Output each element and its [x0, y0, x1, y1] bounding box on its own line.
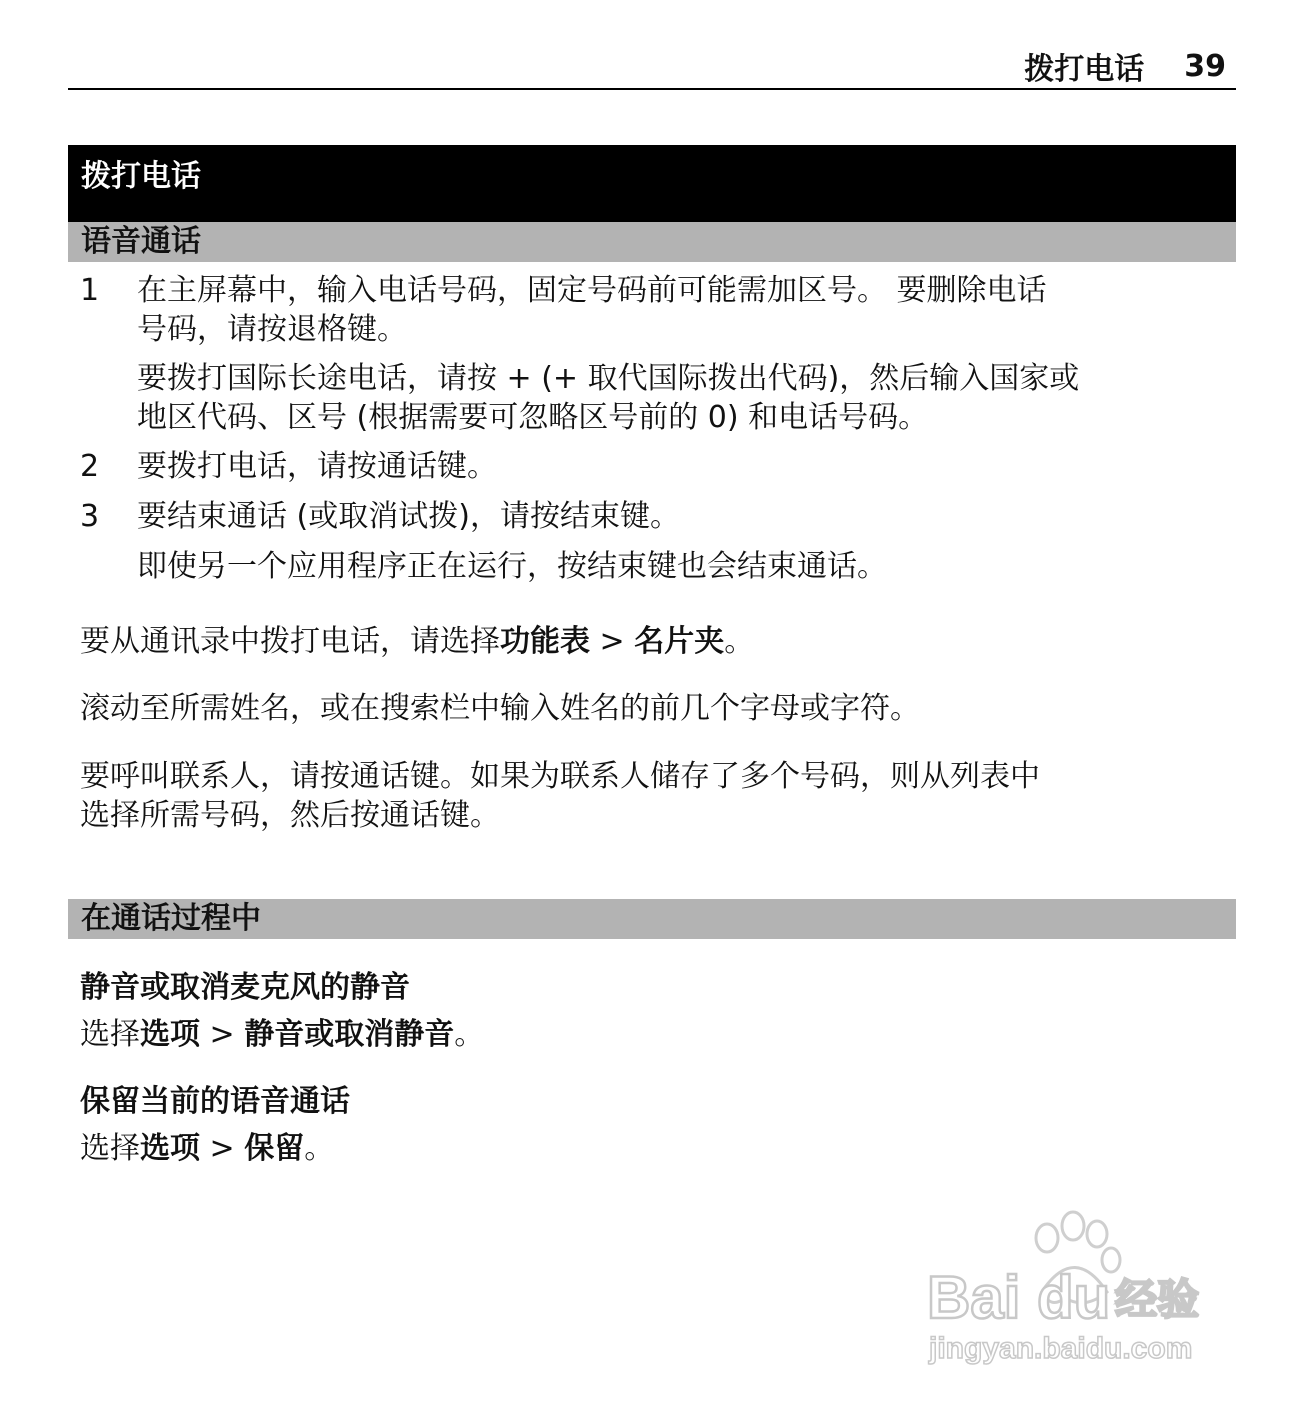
step-1 [80, 271, 1230, 351]
baidu-paw-logo-icon [925, 1200, 1225, 1370]
step-number: 3 [80, 499, 100, 534]
menu-path-separator: > [200, 1017, 245, 1052]
menu-path-options: 选项 [140, 1017, 200, 1052]
step-number: 2 [80, 449, 100, 484]
baidu-jingyan-watermark [925, 1200, 1225, 1370]
step-2 [80, 447, 1230, 487]
hold-instruction [80, 1129, 1230, 1168]
paragraph-line: 要呼叫联系人，请按通话键。如果为联系人储存了多个号码，则从列表中 [80, 759, 1040, 794]
menu-path-functions: 功能表 [500, 624, 590, 659]
step-body [137, 447, 1230, 486]
step-note-line: 即使另一个应用程序正在运行，按结束键也会结束通话。 [137, 549, 887, 584]
mute-title: 静音或取消麦克风的静音 [80, 970, 410, 1005]
step-3 [80, 497, 1230, 537]
step-text-line: 要结束通话 (或取消试拨)，请按结束键。 [137, 499, 680, 534]
instruction-text: 。 [454, 1017, 485, 1052]
running-header [68, 44, 1236, 90]
menu-path-mute: 静音或取消静音 [244, 1017, 455, 1052]
contacts-paragraph [80, 622, 1230, 661]
menu-path-separator: > [200, 1131, 245, 1166]
step-number: 1 [80, 273, 100, 308]
instruction-text: 。 [304, 1131, 335, 1166]
step-text-line: 号码，请按退格键。 [137, 312, 407, 347]
step-1-note [80, 359, 1230, 439]
section-heading-text: 语音通话 [81, 224, 201, 259]
scroll-paragraph: 滚动至所需姓名，或在搜索栏中输入姓名的前几个字母或字符。 [80, 691, 920, 726]
step-note-body [137, 359, 1230, 437]
watermark-brand-cjk: 经验 [1115, 1276, 1200, 1323]
chapter-title-bar [68, 145, 1236, 222]
instruction-text: 选择 [80, 1131, 140, 1166]
page-number: 39 [1184, 48, 1226, 84]
step-text-line: 在主屏幕中，输入电话号码，固定号码前可能需加区号。 要删除电话 [137, 273, 1047, 308]
menu-path-hold: 保留 [244, 1131, 305, 1166]
step-note-line: 要拨打国际长途电话，请按 + (+ 取代国际拨出代码)，然后输入国家或 [137, 361, 1080, 396]
section-heading-in-call [68, 899, 1236, 939]
mute-instruction [80, 1015, 1230, 1054]
menu-path-separator: > [590, 624, 635, 659]
menu-path-options: 选项 [140, 1131, 200, 1166]
paragraph-line: 选择所需号码，然后按通话键。 [80, 798, 500, 833]
watermark-brand-latin-2: du [1037, 1264, 1111, 1331]
step-body [137, 497, 1230, 536]
chapter-title: 拨打电话 [81, 159, 201, 194]
step-note-line: 地区代码、区号 (根据需要可忽略区号前的 0) 和电话号码。 [137, 400, 929, 435]
step-text-line: 要拨打电话，请按通话键。 [137, 449, 497, 484]
step-3-note [80, 547, 1230, 587]
section-heading-text: 在通话过程中 [81, 901, 261, 936]
header-section-title: 拨打电话 [1024, 52, 1145, 87]
step-body [137, 271, 1230, 349]
instruction-text: 选择 [80, 1017, 140, 1052]
section-heading-voice-call [68, 222, 1236, 262]
menu-path-contacts: 名片夹 [634, 624, 725, 659]
paragraph-text: 要从通讯录中拨打电话，请选择 [80, 624, 500, 659]
hold-title: 保留当前的语音通话 [80, 1084, 350, 1119]
paragraph-text: 。 [724, 624, 755, 659]
call-contact-paragraph [80, 757, 1230, 835]
watermark-url: jingyan.baidu.com [929, 1332, 1193, 1365]
step-note-body [137, 547, 1230, 586]
watermark-brand-latin: Bai [927, 1264, 1021, 1331]
